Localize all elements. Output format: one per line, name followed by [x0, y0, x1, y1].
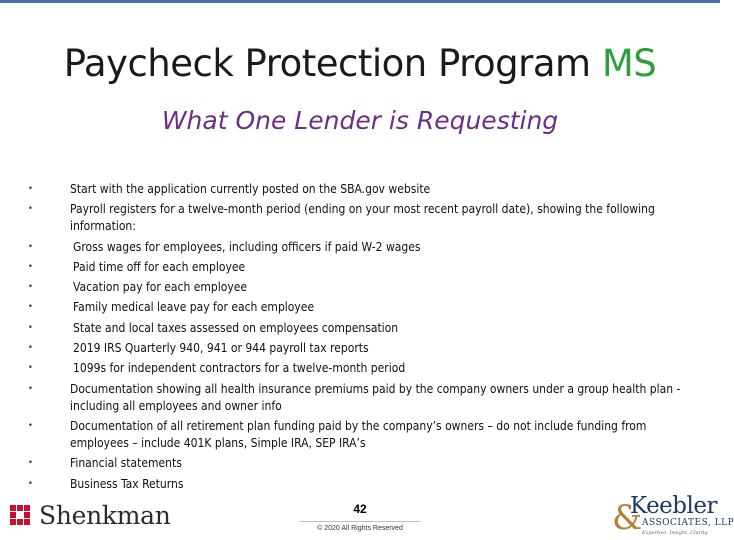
list-item [28, 239, 688, 256]
list-item-text: Paid time off for each employee [73, 259, 246, 274]
copyright-text: © 2020 All Rights Reserved [317, 525, 403, 532]
list-item [28, 360, 688, 377]
bullet-icon: • [28, 241, 33, 252]
bullet-icon: • [28, 322, 33, 333]
list-item-text: Documentation showing all health insurance premiums paid by the company owners under a group health plan -including all employees and owner info [70, 381, 681, 413]
keebler-logo-associates: ASSOCIATES, LLP [642, 518, 734, 528]
list-item-text: 1099s for independent contractors for a twelve-month period [73, 361, 406, 376]
bullet-icon: • [28, 420, 33, 431]
list-item [28, 259, 688, 276]
keebler-ampersand: & [612, 498, 643, 538]
shenkman-mark-icon [10, 505, 31, 526]
keebler-logo [612, 493, 734, 538]
bullet-icon: • [28, 204, 33, 215]
list-item-text: Business Tax Returns [70, 476, 184, 491]
bullet-icon: • [28, 302, 33, 313]
list-item [28, 340, 688, 357]
list-item-text: Vacation pay for each employee [73, 280, 248, 295]
shenkman-logo [10, 500, 171, 530]
list-item-text: Financial statements [70, 456, 182, 471]
bullet-icon: • [28, 261, 33, 272]
keebler-logo-tagline: Expertise. Insight. Clarity. [642, 530, 709, 536]
slide-subtitle: What One Lender is Requesting [161, 106, 559, 135]
list-item [28, 320, 688, 337]
top-rule [0, 0, 720, 3]
slide-title-main: Paycheck Protection Program [63, 42, 602, 85]
bullet-icon: • [28, 383, 33, 394]
list-item-text: Start with the application currently posted on the SBA.gov website [70, 182, 431, 196]
keebler-logo-name: Keebler [630, 493, 717, 519]
list-item [28, 201, 688, 235]
list-item [28, 181, 688, 198]
list-item-text: Gross wages for employees, including officers if paid W-2 wages [73, 239, 421, 254]
list-item [28, 299, 688, 316]
bullet-icon: • [28, 458, 33, 469]
bullet-icon: • [28, 184, 33, 194]
page-number: 42 [353, 502, 367, 516]
list-item [28, 455, 688, 472]
shenkman-logo-text: Shenkman [39, 500, 171, 530]
bullet-icon: • [28, 478, 33, 489]
list-item-text: Payroll registers for a twelve-month period (ending on your most recent payroll date), showing the following information: [70, 202, 655, 234]
slide-title-accent: MS [601, 42, 657, 85]
bullet-icon: • [28, 363, 33, 374]
list-item-text: 2019 IRS Quarterly 940, 941 or 944 payroll tax reports [73, 341, 369, 356]
list-item [28, 381, 688, 415]
bullet-icon: • [28, 282, 33, 293]
slide-title [0, 42, 720, 85]
list-item-text: Family medical leave pay for each employee [73, 300, 315, 315]
list-item [28, 476, 688, 493]
bullet-icon: • [28, 343, 33, 354]
list-item [28, 418, 688, 452]
bullet-list [28, 181, 688, 496]
list-item [28, 279, 688, 296]
list-item-text: State and local taxes assessed on employees compensation [73, 320, 399, 335]
list-item-text: Documentation of all retirement plan funding paid by the company’s owners – do not include funding from employees – include 401K plans, Simple IRA, SEP IRA’s [70, 418, 647, 450]
footer-divider [300, 521, 420, 522]
